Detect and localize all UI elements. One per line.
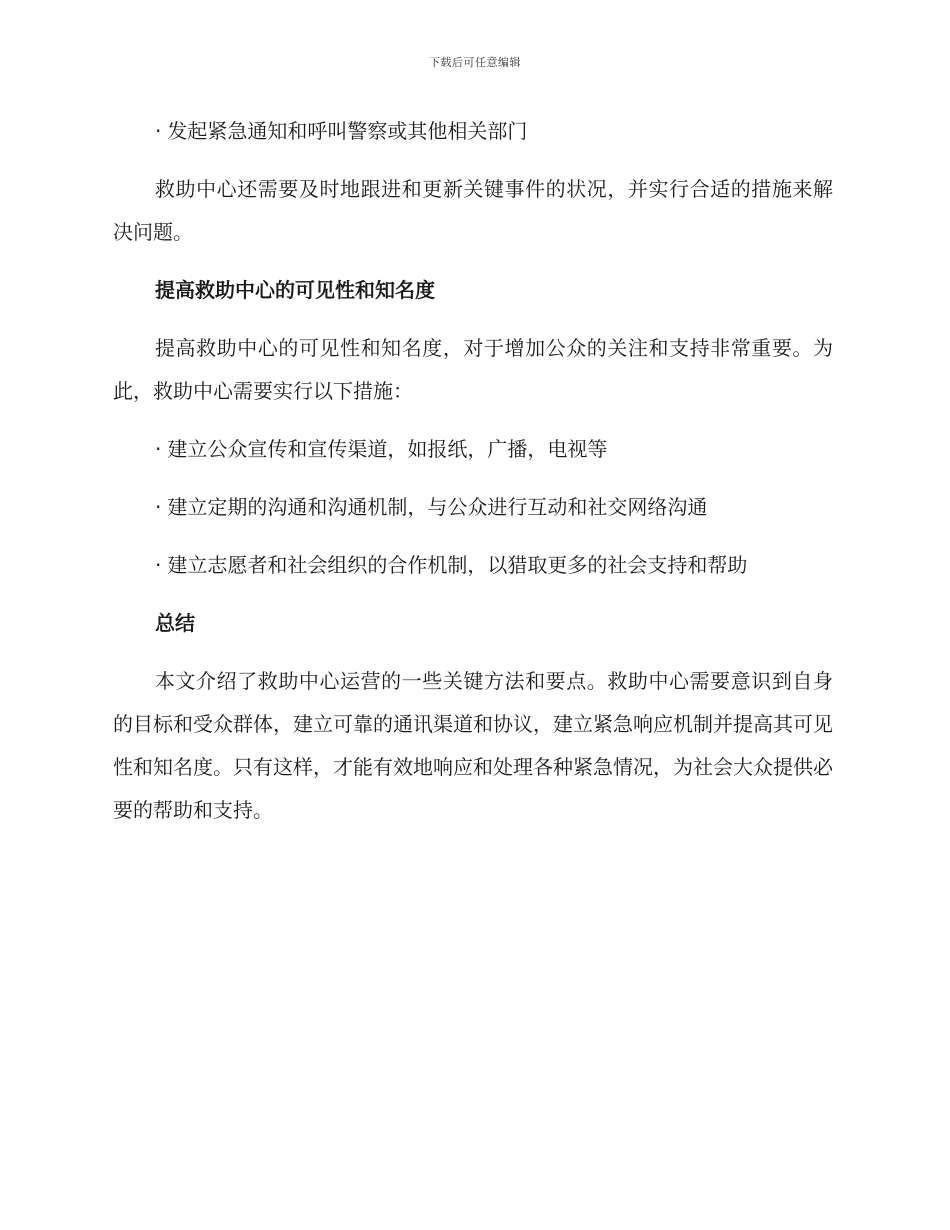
bullet-text: 建立志愿者和社会组织的合作机制，以猎取更多的社会支持和帮助 [167, 553, 748, 577]
bullet-item [113, 544, 833, 587]
bullet-item [113, 428, 833, 471]
bullet-text: 建立定期的沟通和沟通机制，与公众进行互动和社交网络沟通 [167, 495, 708, 519]
paragraph: 本文介绍了救助中心运营的一些关键方法和要点。救助中心需要意识到自身的目标和受众群体，建立可靠的通讯渠道和协议，建立紧急响应机制并提高其可见性和知名度。只有这样，才能有效地响应和处理各种紧急情况，为社会大众提供必要的帮助和支持。 [113, 669, 833, 822]
bullet-item [113, 110, 833, 153]
bullet-marker: · [155, 119, 162, 143]
page-header-note: 下载后可任意编辑 [429, 56, 521, 69]
section-heading: 总结 [155, 611, 195, 635]
bullet-text: 发起紧急通知和呼叫警察或其他相关部门 [167, 119, 528, 143]
bullet-item [113, 486, 833, 529]
bullet-marker: · [155, 495, 162, 519]
paragraph: 救助中心还需要及时地跟进和更新关键事件的状况，并实行合适的措施来解决问题。 [113, 177, 833, 244]
bullet-marker: · [155, 553, 162, 577]
bullet-text: 建立公众宣传和宣传渠道，如报纸，广播，电视等 [167, 437, 608, 461]
paragraph: 提高救助中心的可见性和知名度，对于增加公众的关注和支持非常重要。为此，救助中心需要实行以下措施： [113, 336, 833, 403]
document-body [113, 110, 833, 847]
bullet-marker: · [155, 437, 162, 461]
section-heading: 提高救助中心的可见性和知名度 [155, 278, 435, 302]
